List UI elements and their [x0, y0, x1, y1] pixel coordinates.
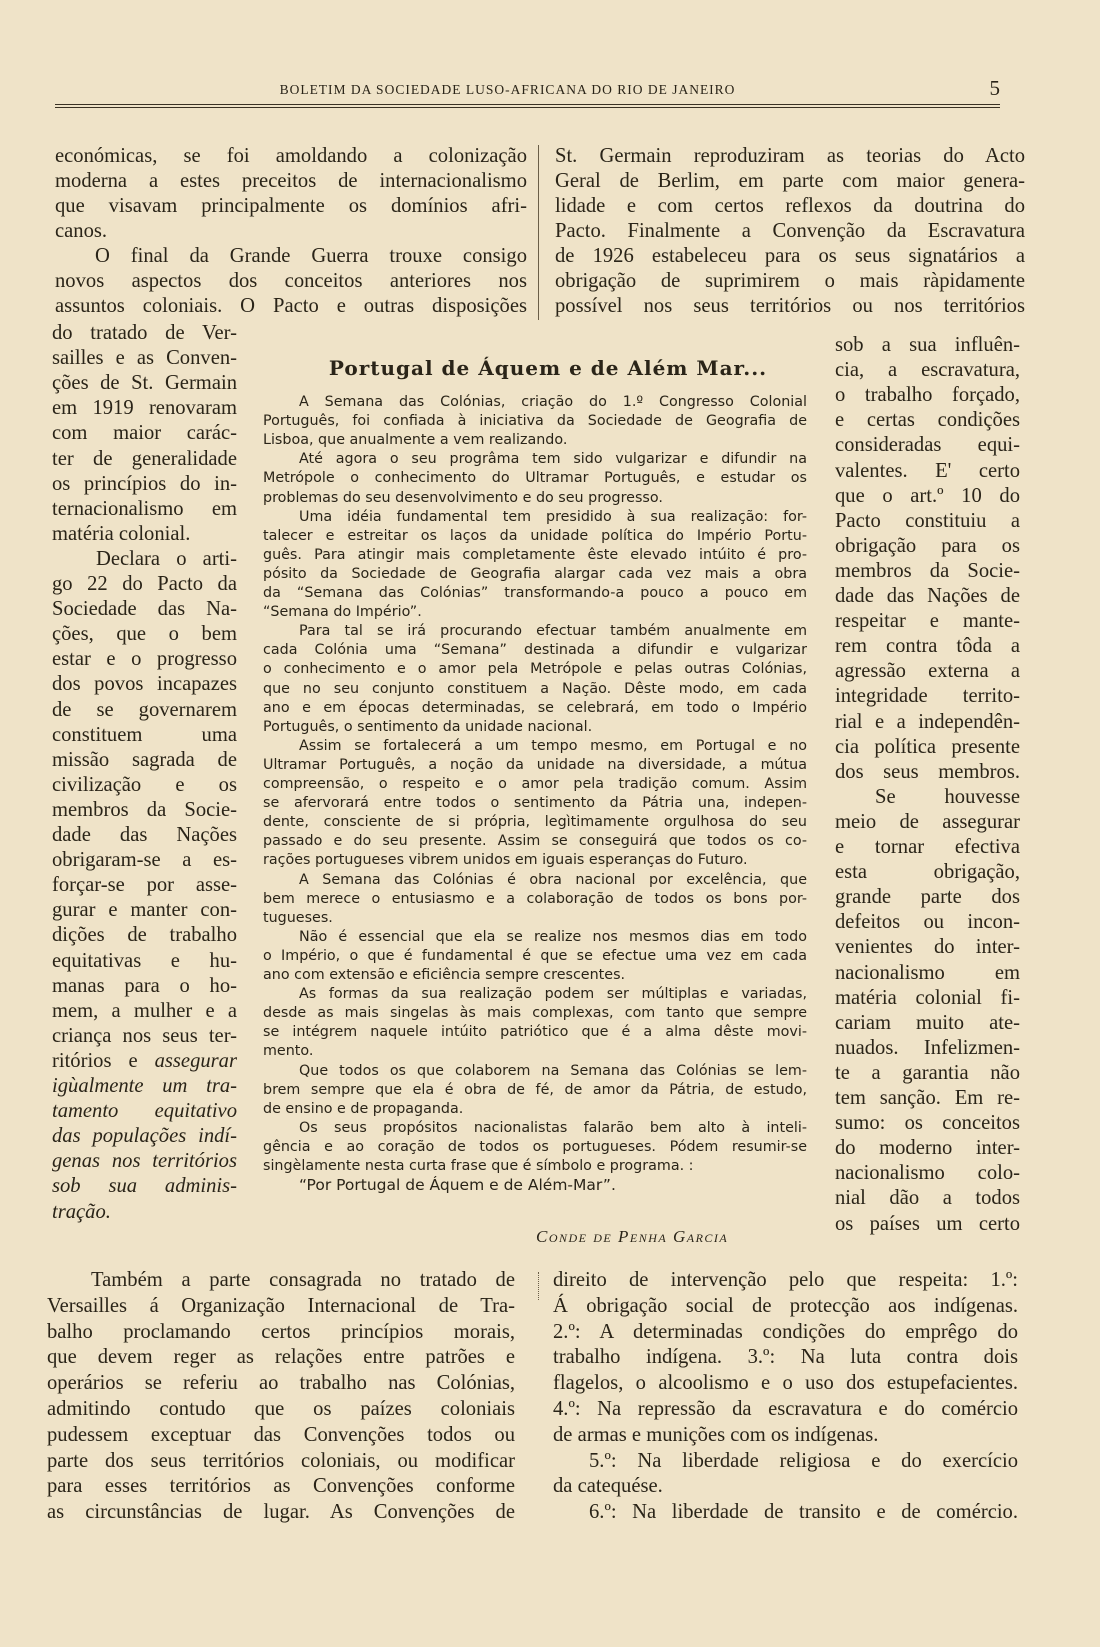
text-line: membros da Socie-: [835, 559, 1020, 582]
text-line: nuados. Infelizmen-: [835, 1036, 1020, 1059]
inset-line: problemas do seu desenvolvimento e do seu progresso.: [263, 489, 663, 506]
text-line: sailles e as Conven-: [52, 347, 237, 370]
text-line: valentes. E' certo: [835, 459, 1020, 482]
text-line: cariam muito ate-: [835, 1011, 1020, 1034]
text-line: possível nos seus territórios ou nos territórios: [555, 295, 1025, 317]
column-rule-lower: [538, 1272, 539, 1300]
inset-line: Lisboa, que anualmente a vem realizando.: [263, 432, 568, 449]
text-line: balho proclamando certos princípios morais,: [47, 1320, 515, 1343]
inset-line: As formas da sua realização podem ser múltiplas e variadas,: [299, 986, 807, 1003]
text-line: O final da Grande Guerra trouxe consigo: [95, 245, 527, 267]
text-line: admitindo contudo que os paízes coloniais: [47, 1398, 515, 1420]
header-rule: [55, 107, 1000, 108]
text-line: e tornar efectiva: [835, 836, 1020, 858]
text-line: flagelos, o alcoolismo e o uso dos estupefacientes.: [553, 1372, 1018, 1395]
text-line: que devem reger as relações entre patrões e: [47, 1346, 515, 1369]
text-line: Se houvesse: [875, 785, 1020, 808]
inset-line: A Semana das Colónias é obra nacional por excelência, que: [299, 871, 807, 888]
text-line: os princípios do in-: [52, 472, 237, 495]
text-line: membros da Socie-: [52, 798, 237, 821]
page-number: 5: [989, 76, 1000, 100]
inset-line: mento.: [263, 1043, 314, 1060]
text-line: 5.º: Na liberdade religiosa e do exercício: [589, 1449, 1018, 1472]
column-rule: [538, 145, 539, 320]
text-line: cia política presente: [835, 735, 1020, 758]
text-line: matéria colonial fi-: [835, 986, 1020, 1009]
inset-line: brem sempre que ela é obra de fé, de amor da Pátria, de estudo,: [263, 1081, 807, 1098]
inset-line: desde as mais singelas às mais complexas, com tanto que sempre: [263, 1005, 807, 1022]
inset-line: Para tal se irá procurando efectuar também anualmente em: [299, 623, 807, 640]
inset-line: Metrópole o conhecimento do Ultramar Português, e estudar os: [263, 470, 807, 487]
text-line: integridade territo-: [835, 685, 1020, 708]
inset-line: A Semana das Colónias, criação do 1.º Congresso Colonial: [299, 394, 807, 410]
text-line: matéria colonial.: [52, 522, 191, 545]
text-line: obrigação de suprimirem o mais ràpidamente: [555, 270, 1025, 292]
text-line: ternacionalismo em: [52, 497, 237, 520]
text-line: sob a sua influên-: [835, 334, 1020, 356]
text-line: assuntos coloniais. O Pacto e outras disposições: [55, 295, 527, 317]
text-line: meio de assegurar: [835, 810, 1020, 833]
inset-line: tugueses.: [263, 909, 333, 926]
text-line: criança nos seus ter-: [52, 1024, 237, 1047]
text-line: que visavam principalmente os domínios afri-: [55, 195, 527, 217]
inset-title: Portugal de Áquem e de Além Mar...: [328, 356, 768, 380]
text-line: de se governarem: [52, 698, 237, 721]
text-line: ções, que o bem: [52, 623, 237, 646]
signature-text: Conde de Penha Garcia: [536, 1227, 729, 1246]
text-line: Versailles á Organização Internacional de Tra-: [47, 1294, 515, 1317]
inset-line: pósito da Sociedade de Geografia alargar cada vez mais a obra: [263, 565, 807, 582]
text-line: manas para o ho-: [52, 974, 237, 997]
inset-line: Assim se fortalecerá a um tempo mesmo, em Portugal e no: [299, 737, 807, 754]
inset-line: talecer e estreitar os laços da unidade política do Império Portu-: [263, 527, 807, 544]
inset-line: compreensão, o respeito e o amor pela tradição comum. Assim: [263, 776, 807, 792]
text-line: sumo: os conceitos: [835, 1112, 1020, 1135]
inset-line: ano e em épocas determinadas, se celebrará, em todo o Império: [263, 699, 807, 716]
text-line: canos.: [55, 220, 108, 242]
inset-line: se intégrem naquele intúito patriótico que é a alma dêste movi-: [263, 1024, 807, 1041]
inset-line: o conhecimento e o amor pela Metrópole e pelas outras Colónias,: [263, 661, 807, 678]
inset-line: dente, consciente de si própria, legìtimamente orgulhosa do seu: [263, 814, 807, 831]
inset-line: bem merece o entusiasmo e a colaboração de todos os bons por-: [263, 890, 807, 907]
text-line: 4.º: Na repressão da escravatura e do comércio: [553, 1398, 1018, 1420]
text-line: rem contra tôda a: [835, 635, 1020, 658]
inset-line: rações portugueses vibrem unidos em iguais esperanças do Futuro.: [263, 852, 748, 869]
text-line: te a garantia não: [835, 1061, 1020, 1084]
text-line: sob sua adminis-: [52, 1175, 237, 1198]
inset-line: Uma idéia fundamental tem presidido à sua realização: for-: [299, 508, 807, 525]
text-line: respeitar e mante-: [835, 610, 1020, 633]
text-line: [52, 1048, 237, 1074]
text-line: do moderno inter-: [835, 1137, 1020, 1160]
inset-line: o Império, o que é fundamental é que se efectue uma vez em cada: [263, 947, 807, 964]
running-header: [55, 76, 1000, 105]
text-line: de 1926 estabeleceu para os seus signatários a: [555, 245, 1025, 267]
text-line: trabalho indígena. 3.º: Na luta contra dois: [553, 1346, 1018, 1369]
inset-line: Que todos os que colaborem na Semana das Colónias se lem-: [299, 1062, 807, 1079]
text-line: 6.º: Na liberdade de transito e de comércio.: [589, 1501, 1018, 1524]
text-line: nial dão a todos: [835, 1187, 1020, 1210]
text-line: ter de generalidade: [52, 447, 237, 470]
inset-line: “Por Portugal de Áquem e de Além-Mar”.: [299, 1176, 616, 1195]
text-line: que o art.º 10 do: [835, 484, 1020, 507]
text-line: St. Germain reproduziram as teorias do Acto: [555, 145, 1025, 167]
running-title: BOLETIM DA SOCIEDADE LUSO-AFRICANA DO RIO DE JANEIRO: [279, 82, 736, 97]
text-line: nacionalismo em: [835, 961, 1020, 984]
inset-line: “Semana do Império”.: [263, 604, 422, 621]
text-line: dade das Nações: [52, 824, 237, 846]
text-line: rial e a independên-: [835, 710, 1020, 733]
text-line: esta obrigação,: [835, 861, 1020, 884]
text-line: da catequése.: [553, 1475, 663, 1498]
text-line: gurar e manter con-: [52, 899, 237, 922]
text-line: parte dos seus territórios coloniais, ou modificar: [47, 1449, 515, 1472]
text-line: as circunstâncias de lugar. As Convenções de: [47, 1501, 515, 1524]
text-line: Pacto constituiu a: [835, 509, 1020, 532]
text-line: Á obrigação social de protecção aos indígenas.: [553, 1294, 1018, 1317]
text-line: e certas condições: [835, 409, 1020, 432]
text-line: económicas, se foi amoldando a colonização: [55, 145, 527, 167]
inset-line: Até agora o seu progrâma tem sido vulgarizar e difundir na: [299, 451, 807, 468]
text-line: missão sagrada de: [52, 748, 237, 771]
text-line: forçar-se por asse-: [52, 874, 237, 897]
text-line: equitativas e hu-: [52, 949, 237, 972]
inset-line: Os seus propósitos nacionalistas falarão bem alto à inteli-: [299, 1119, 807, 1136]
text-line: tem sanção. Em re-: [835, 1087, 1020, 1109]
text-line: civilização e os: [52, 773, 237, 796]
text-line: moderna a estes preceitos de internacionalismo: [55, 170, 527, 192]
inset-line: que no seu conjunto constituem a Nação. Dêste modo, em cada: [263, 680, 807, 697]
inset-line: se afervorará entre todos o sentimento da Pátria una, indepen-: [263, 795, 807, 812]
text-line: obrigação para os: [835, 534, 1020, 557]
text-line: do tratado de Ver-: [52, 322, 237, 344]
text-line: venientes do inter-: [835, 936, 1020, 959]
text-line: igùalmente um tra-: [52, 1075, 237, 1097]
text-line: com maior carác-: [52, 422, 237, 445]
inset-line: Ultramar Português, a noção da unidade na diversidade, a mútua: [263, 756, 807, 773]
text-line: Declara o arti-: [96, 547, 237, 570]
text-line: para esses territórios as Convenções conforme: [47, 1475, 515, 1498]
text-line: em 1919 renovaram: [52, 397, 237, 420]
text-line: novos aspectos dos conceitos anteriores nos: [55, 270, 527, 292]
inset-line: guês. Para atingir mais completamente êste elevado intúito é pro-: [263, 546, 807, 563]
text-line: genas nos territórios: [52, 1150, 237, 1173]
text-line: o trabalho forçado,: [835, 384, 1020, 407]
inset-line: singèlamente nesta curta frase que é símbolo e programa. :: [263, 1158, 694, 1174]
text-line: 2.º: A determinadas condições do emprêgo do: [553, 1320, 1018, 1343]
inset-line: Português, o sentimento da unidade nacional.: [263, 718, 593, 735]
inset-line: da “Semana das Colónias” transformando-a pouco a pouco em: [263, 585, 807, 601]
text-line: Também a parte consagrada no tratado de: [91, 1269, 515, 1291]
text-line: nacionalismo colo-: [835, 1162, 1020, 1185]
text-line: pudessem exceptuar das Convenções todos ou: [47, 1423, 515, 1446]
text-line: dições de trabalho: [52, 924, 237, 947]
text-line: go 22 do Pacto da: [52, 573, 237, 595]
text-line: Pacto. Finalmente a Convenção da Escravatura: [555, 220, 1025, 242]
text-line: Sociedade das Na-: [52, 598, 237, 621]
inset-line: ano com extensão e eficiência sempre crescentes.: [263, 967, 626, 983]
text-line: dos povos incapazes: [52, 673, 237, 696]
text-line: tamento equitativo: [52, 1100, 237, 1123]
text-line: Geral de Berlim, em parte com maior genera-: [555, 170, 1025, 192]
text-line: agressão externa a: [835, 660, 1020, 683]
text-line: lidade e com certos reflexos da doutrina do: [555, 195, 1025, 217]
inset-line: de ensino e de propaganda.: [263, 1100, 464, 1117]
inset-line: gência e ao coração de todos os portugueses. Pódem resumir-se: [263, 1138, 807, 1155]
text-line: mem, a mulher e a: [52, 999, 237, 1022]
text-run: ritórios e: [52, 1049, 155, 1072]
text-line: cia, a escravatura,: [835, 359, 1020, 382]
text-line: de armas e munições com os indígenas.: [553, 1423, 879, 1446]
text-line: obrigaram-se a es-: [52, 849, 237, 872]
text-line: ções de St. Germain: [52, 372, 237, 395]
inset-line: passado e do seu presente. Assim se conseguirá que todos os co-: [263, 833, 807, 850]
text-line: operários se referiu ao trabalho nas Colónias,: [47, 1372, 515, 1395]
inset-line: cada Colónia uma “Semana” destinada a difundir e vulgarizar: [263, 642, 807, 659]
text-line: defeitos ou incon-: [835, 911, 1020, 934]
text-line: dade das Nações de: [835, 585, 1020, 607]
inset-line: Português, foi confiada à iniciativa da Sociedade de Geografia de: [263, 413, 807, 430]
text-line: constituem uma: [52, 723, 237, 746]
text-line: tração.: [52, 1200, 111, 1223]
text-line: grande parte dos: [835, 886, 1020, 909]
text-run-italic: assegurar: [154, 1049, 237, 1072]
text-line: os países um certo: [835, 1212, 1020, 1235]
text-line: dos seus membros.: [835, 760, 1020, 783]
text-line: das populações indí-: [52, 1125, 237, 1148]
text-line: consideradas equi-: [835, 434, 1020, 457]
text-line: direito de intervenção pelo que respeita: 1.º:: [553, 1269, 1018, 1291]
inset-line: Não é essencial que ela se realize nos mesmos dias em todo: [299, 928, 807, 945]
text-line: estar e o progresso: [52, 648, 237, 671]
inset-signature: [536, 1227, 728, 1247]
